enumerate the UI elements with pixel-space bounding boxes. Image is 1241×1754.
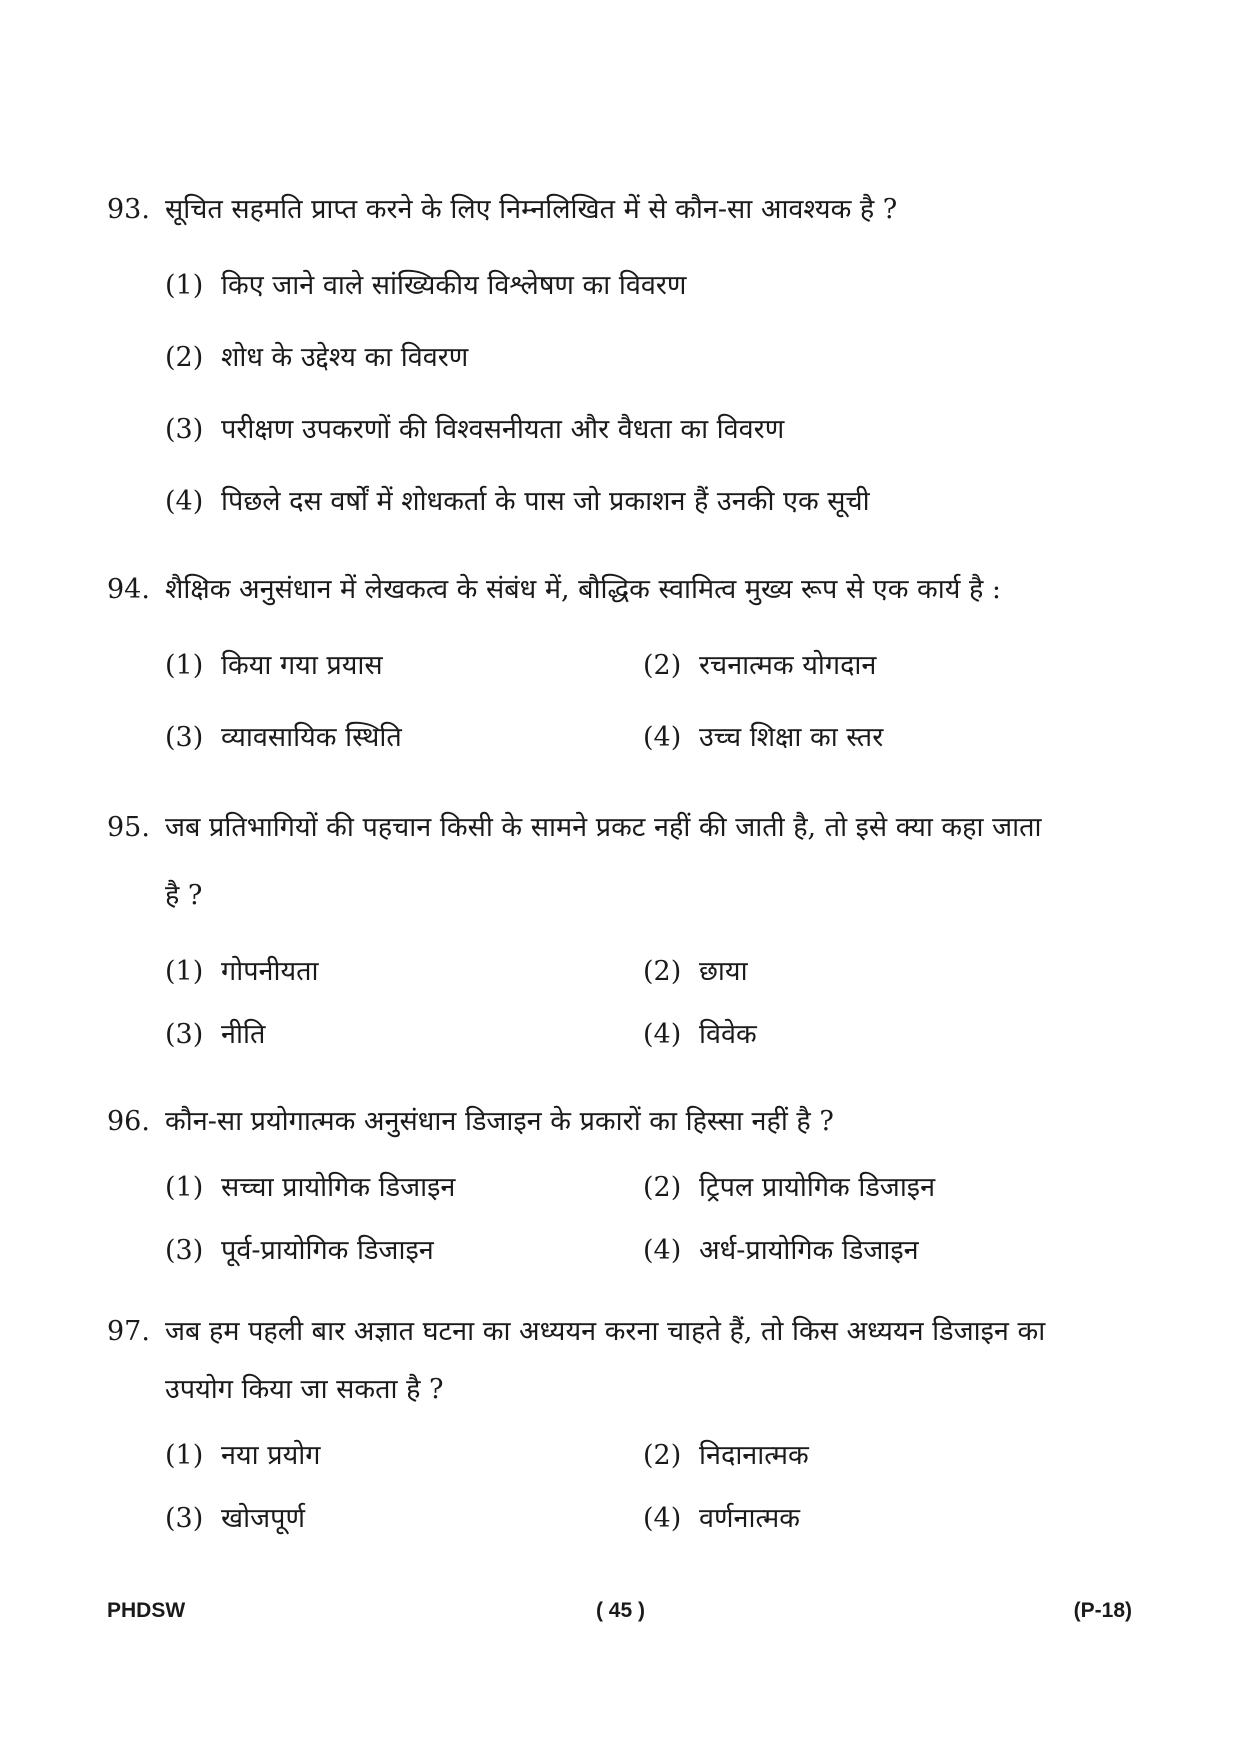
option-text: उच्च शिक्षा का स्तर — [699, 722, 884, 753]
option-number: (4) — [165, 486, 204, 517]
option-4 — [165, 486, 870, 518]
option-number: (1) — [165, 650, 204, 681]
option-text: निदानात्मक — [699, 1440, 809, 1471]
option-number: (2) — [643, 1172, 682, 1203]
option-text: नीति — [221, 1019, 266, 1050]
option-text: पूर्व-प्रायोगिक डिजाइन — [221, 1235, 434, 1266]
option-text: ट्रिपल प्रायोगिक डिजाइन — [699, 1172, 936, 1203]
option-3 — [165, 1019, 265, 1051]
option-text: सच्चा प्रायोगिक डिजाइन — [221, 1172, 456, 1203]
option-number: (1) — [165, 1440, 204, 1471]
option-text: नया प्रयोग — [221, 1440, 321, 1471]
option-1 — [165, 1440, 320, 1472]
option-1 — [165, 1172, 455, 1204]
option-number: (4) — [643, 722, 682, 753]
option-number: (4) — [643, 1235, 682, 1266]
option-text: छाया — [699, 956, 748, 987]
question-number: 95. — [107, 812, 150, 843]
option-text: वर्णनात्मक — [699, 1503, 800, 1534]
option-number: (1) — [165, 956, 204, 987]
option-number: (2) — [643, 1440, 682, 1471]
option-text: परीक्षण उपकरणों की विश्वसनीयता और वैधता का विवरण — [221, 414, 785, 445]
question-text: कौन-सा प्रयोगात्मक अनुसंधान डिजाइन के प्रकारों का हिस्सा नहीं है ? — [165, 1106, 834, 1137]
question-text: जब हम पहली बार अज्ञात घटना का अध्ययन करना चाहते हैं, तो किस अध्ययन डिजाइन का — [165, 1316, 1046, 1347]
option-text: खोजपूर्ण — [221, 1503, 305, 1534]
option-text: रचनात्मक योगदान — [699, 650, 877, 681]
option-1 — [165, 270, 686, 302]
question-text: शैक्षिक अनुसंधान में लेखकत्व के संबंध में, बौद्धिक स्वामित्व मुख्य रूप से एक कार्य है : — [165, 574, 1001, 605]
question-text: सूचित सहमति प्राप्त करने के लिए निम्नलिखित में से कौन-सा आवश्यक है ? — [165, 194, 898, 225]
option-text: व्यावसायिक स्थिति — [221, 722, 402, 753]
option-1 — [165, 956, 319, 988]
question-text-continued: है ? — [165, 880, 203, 911]
footer-paper-code: PHDSW — [107, 1599, 186, 1622]
option-4 — [643, 1235, 919, 1267]
option-number: (4) — [643, 1019, 682, 1050]
option-number: (2) — [165, 342, 204, 373]
option-number: (3) — [165, 1019, 204, 1050]
option-number: (1) — [165, 270, 204, 301]
option-3 — [165, 1503, 305, 1535]
option-number: (3) — [165, 1503, 204, 1534]
option-number: (1) — [165, 1172, 204, 1203]
option-2 — [643, 956, 748, 988]
option-text: किए जाने वाले सांख्यिकीय विश्लेषण का विवरण — [221, 270, 687, 301]
option-3 — [165, 1235, 434, 1267]
option-number: (3) — [165, 414, 204, 445]
option-2 — [643, 1440, 809, 1472]
option-number: (4) — [643, 1503, 682, 1534]
question-number: 96. — [107, 1106, 150, 1137]
option-4 — [643, 1503, 800, 1535]
option-2 — [643, 1172, 935, 1204]
option-4 — [643, 1019, 757, 1051]
option-number: (2) — [643, 956, 682, 987]
option-number: (3) — [165, 1235, 204, 1266]
option-1 — [165, 650, 383, 682]
option-number: (2) — [643, 650, 682, 681]
option-2 — [643, 650, 876, 682]
footer-set-code: (P-18) — [1073, 1599, 1132, 1622]
question-text-continued: उपयोग किया जा सकता है ? — [165, 1374, 444, 1405]
footer-page-number: ( 45 ) — [595, 1599, 645, 1622]
question-text: जब प्रतिभागियों की पहचान किसी के सामने प्रकट नहीं की जाती है, तो इसे क्या कहा जाता — [165, 812, 1042, 843]
option-text: पिछले दस वर्षों में शोधकर्ता के पास जो प्रकाशन हैं उनकी एक सूची — [221, 486, 870, 517]
option-number: (3) — [165, 722, 204, 753]
option-4 — [643, 722, 883, 754]
option-3 — [165, 722, 402, 754]
question-number: 94. — [107, 574, 150, 605]
option-text: विवेक — [699, 1019, 757, 1050]
option-text: किया गया प्रयास — [221, 650, 383, 681]
option-text: अर्ध-प्रायोगिक डिजाइन — [699, 1235, 919, 1266]
option-text: गोपनीयता — [221, 956, 319, 987]
option-3 — [165, 414, 784, 446]
question-number: 93. — [107, 194, 150, 225]
question-number: 97. — [107, 1316, 150, 1347]
option-text: शोध के उद्देश्य का विवरण — [221, 342, 469, 373]
option-2 — [165, 342, 468, 374]
